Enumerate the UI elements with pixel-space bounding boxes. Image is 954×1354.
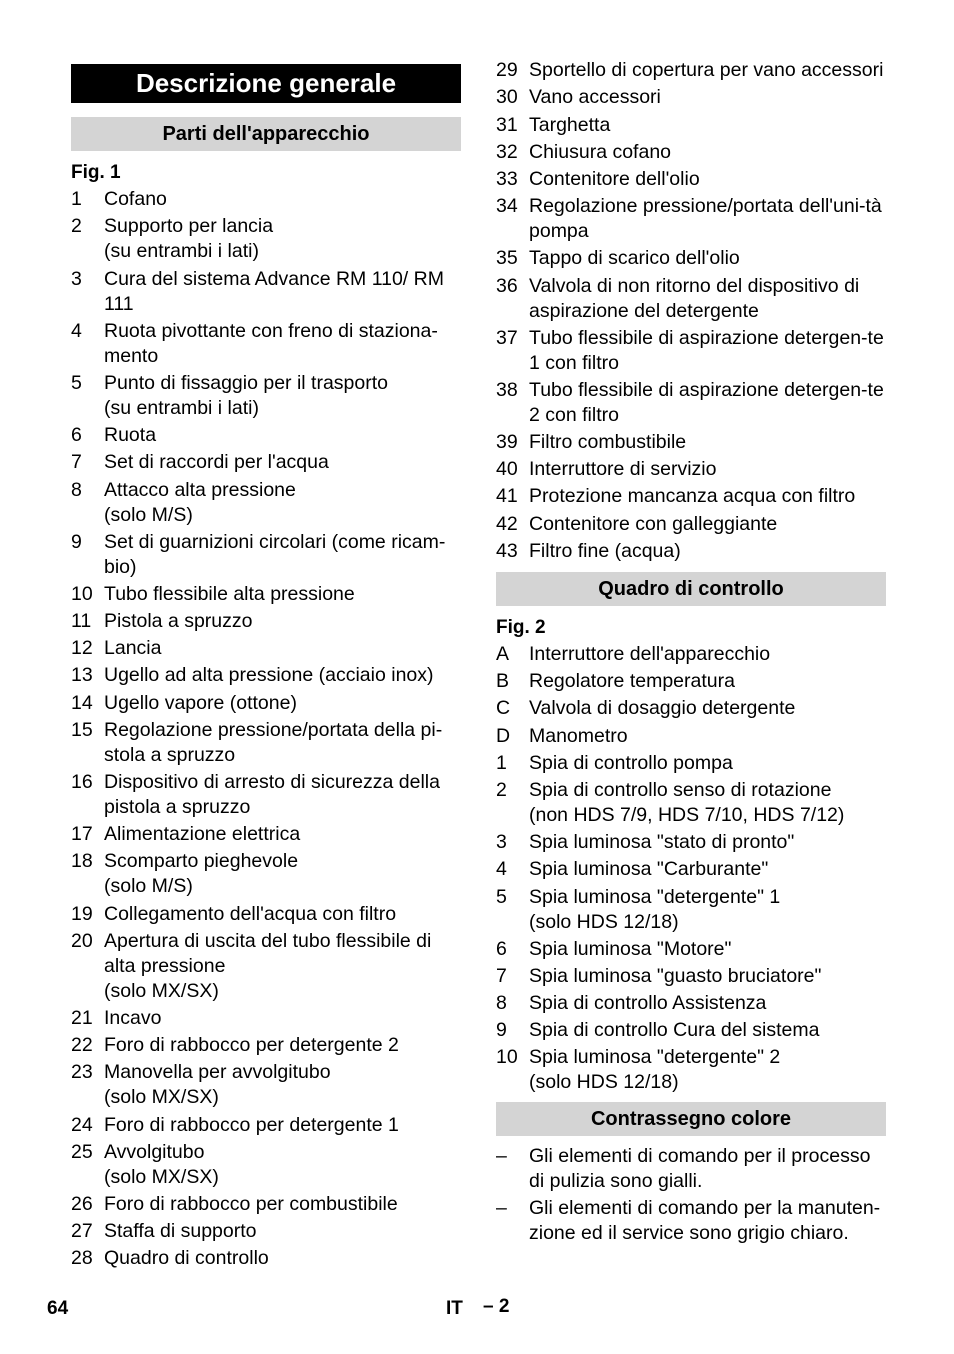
bullet-text: Gli elementi di comando per il processo di pulizia sono gialli. (529, 1145, 871, 1193)
item-number: 40 (496, 458, 518, 481)
item-number: 19 (71, 902, 93, 925)
parts-section-heading: Parti dell'apparecchio (71, 117, 461, 151)
list-item (71, 663, 461, 688)
item-number: 36 (496, 274, 518, 297)
list-item (496, 194, 886, 244)
parts-list-right (496, 58, 886, 564)
item-text: Interruttore dell'apparecchio (529, 643, 771, 665)
item-text-block (529, 669, 886, 694)
item-text: Ruota (104, 424, 157, 447)
item-text-block (529, 696, 886, 721)
list-item (71, 609, 461, 634)
item-text-block (529, 194, 886, 244)
item-text-block (529, 1018, 886, 1043)
list-item (71, 1219, 461, 1244)
item-number: 12 (71, 637, 93, 660)
list-item (496, 1018, 886, 1043)
list-item (496, 167, 886, 192)
list-item (71, 1006, 461, 1031)
item-text-block (529, 857, 886, 882)
list-item (496, 937, 886, 962)
item-number: 9 (71, 530, 82, 553)
item-number: 21 (71, 1006, 93, 1029)
list-item (71, 1192, 461, 1217)
item-text-block (104, 187, 461, 212)
item-text: Tubo flessibile alta pressione (104, 582, 355, 605)
item-text-block (529, 1045, 886, 1095)
item-note: (su entrambi i lati) (104, 240, 259, 263)
item-text: Foro di rabbocco per combustibile (104, 1192, 398, 1215)
item-number: 29 (496, 59, 518, 82)
list-item (496, 58, 886, 83)
item-number: 14 (71, 691, 93, 714)
figure-label: Fig. 1 (71, 162, 121, 183)
item-text: Manovella per avvolgitubo (104, 1061, 331, 1084)
item-text: Set di guarnizioni circolari (come ricam-bio) (104, 530, 446, 578)
item-text-block (529, 140, 886, 165)
list-item (71, 530, 461, 580)
item-text-block (529, 991, 886, 1016)
item-text-block (104, 1140, 461, 1190)
item-number: 27 (71, 1220, 93, 1243)
item-text: Spia di controllo senso di rotazione (529, 778, 832, 801)
color-bullets (496, 1144, 886, 1246)
item-number: D (496, 724, 511, 747)
item-number: 15 (71, 718, 93, 741)
item-text-block (104, 691, 461, 716)
item-number: 2 (71, 215, 82, 238)
list-item (71, 1113, 461, 1138)
list-item (71, 691, 461, 716)
item-text-block (529, 642, 886, 667)
item-text: Foro di rabbocco per detergente 2 (104, 1034, 399, 1057)
item-text-block (104, 371, 461, 421)
item-text-block (104, 450, 461, 475)
item-text-block (104, 530, 461, 580)
item-text: Alimentazione elettrica (104, 823, 301, 846)
item-text-block (529, 113, 886, 138)
item-number: 10 (71, 582, 93, 605)
item-text: Sportello di copertura per vano accessori (529, 59, 884, 82)
bullet-text: Gli elementi di comando per la manuten-zione ed il service sono grigio chiaro. (529, 1197, 881, 1245)
list-item (71, 371, 461, 421)
control-list (496, 642, 886, 1095)
item-note: (su entrambi i lati) (104, 396, 259, 419)
item-text: Collegamento dell'acqua con filtro (104, 902, 397, 925)
item-number: 43 (496, 539, 518, 562)
item-text-block (104, 478, 461, 528)
item-text: Filtro combustibile (529, 431, 687, 454)
list-item (496, 85, 886, 110)
item-text: Lancia (104, 637, 162, 660)
item-text: Spia di controllo Cura del sistema (529, 1019, 820, 1042)
list-item (71, 849, 461, 899)
item-number: 38 (496, 378, 518, 401)
list-item (71, 636, 461, 661)
item-text-block (529, 512, 886, 537)
item-text: Contenitore dell'olio (529, 167, 700, 190)
list-item (496, 751, 886, 776)
list-item (71, 718, 461, 768)
item-text-block (529, 964, 886, 989)
item-number: C (496, 697, 511, 720)
list-item (496, 696, 886, 721)
item-number: 28 (71, 1247, 93, 1270)
item-number: 41 (496, 485, 518, 508)
item-text: Ruota pivottante con freno di staziona-mento (104, 319, 438, 367)
list-item (496, 140, 886, 165)
item-number: 24 (71, 1113, 93, 1136)
item-text-block (529, 430, 886, 455)
item-number: 1 (71, 188, 82, 211)
item-number: 7 (71, 451, 82, 474)
item-text: Ugello ad alta pressione (acciaio inox) (104, 664, 434, 687)
list-item (496, 539, 886, 564)
item-number: 6 (496, 937, 507, 960)
item-text: Cura del sistema Advance RM 110/ RM 111 (104, 267, 444, 315)
list-item (71, 582, 461, 607)
item-number: 33 (496, 167, 518, 190)
item-note: (solo MX/SX) (104, 1086, 219, 1109)
item-text: Spia luminosa "detergente" 1 (529, 885, 781, 908)
item-number: 25 (71, 1140, 93, 1163)
item-number: 16 (71, 771, 93, 793)
list-item (496, 669, 886, 694)
item-text-block (104, 1246, 461, 1271)
item-text-block (104, 267, 461, 317)
item-number: 8 (496, 992, 507, 1015)
item-text: Incavo (104, 1006, 162, 1029)
item-text: Apertura di uscita del tubo flessibile di alta pressione (104, 929, 432, 977)
bullet-dash: – (496, 1197, 507, 1220)
item-text-block (529, 274, 886, 324)
item-number: 37 (496, 326, 518, 349)
item-text: Dispositivo di arresto di sicurezza della pistola a spruzzo (104, 771, 440, 818)
list-item (71, 1060, 461, 1110)
item-text-block (104, 423, 461, 448)
item-text-block (529, 167, 886, 192)
list-item (496, 857, 886, 882)
item-text: Protezione mancanza acqua con filtro (529, 485, 856, 508)
list-item (496, 326, 886, 376)
item-text-block (104, 636, 461, 661)
item-number: 10 (496, 1046, 518, 1069)
list-item (71, 1033, 461, 1058)
list-item (71, 187, 461, 212)
item-note: (solo MX/SX) (104, 979, 219, 1002)
item-number: 7 (496, 964, 507, 987)
item-text-block (529, 724, 886, 749)
list-item (496, 724, 886, 749)
item-text-block (529, 830, 886, 855)
item-text-block (104, 1192, 461, 1217)
list-item (71, 478, 461, 528)
item-text: Spia luminosa "Motore" (529, 937, 732, 960)
list-item (496, 457, 886, 482)
item-text-block (104, 822, 461, 847)
item-text-block (104, 718, 461, 768)
item-number: 34 (496, 195, 518, 218)
bullet-dash: – (496, 1145, 507, 1168)
list-item (496, 512, 886, 537)
item-text: Regolatore temperatura (529, 670, 735, 693)
item-text-block (104, 849, 461, 899)
list-item (496, 885, 886, 935)
item-text: Cofano (104, 188, 167, 211)
item-text-block (104, 902, 461, 927)
item-text: Regolazione pressione/portata dell'uni-tà pompa (529, 195, 882, 243)
item-text-block (104, 1219, 461, 1244)
item-text: Spia luminosa "Carburante" (529, 858, 769, 881)
item-number: 4 (71, 319, 82, 342)
item-text-block (104, 319, 461, 369)
list-item (71, 450, 461, 475)
item-number: 30 (496, 86, 518, 109)
item-text-block (104, 214, 461, 264)
item-text: Interruttore di servizio (529, 458, 717, 481)
item-note: (solo M/S) (104, 503, 193, 526)
item-text: Spia luminosa "guasto bruciatore" (529, 964, 822, 987)
page-number: 64 (47, 1298, 69, 1319)
list-item (71, 929, 461, 1004)
item-text-block (529, 751, 886, 776)
item-text: Pistola a spruzzo (104, 610, 253, 633)
item-note: (non HDS 7/9, HDS 7/10, HDS 7/12) (529, 803, 845, 826)
item-text-block (104, 663, 461, 688)
list-item (496, 430, 886, 455)
list-item (71, 1246, 461, 1271)
item-number: 2 (496, 778, 507, 801)
section-number: – 2 (483, 1296, 510, 1317)
bullet-item (496, 1144, 886, 1194)
item-text: Supporto per lancia (104, 215, 274, 238)
item-text: Manometro (529, 724, 628, 747)
item-text-block (529, 539, 886, 564)
list-item (71, 214, 461, 264)
item-text-block (529, 58, 886, 83)
item-number: B (496, 670, 510, 693)
item-number: 35 (496, 247, 518, 270)
item-text-block (104, 1060, 461, 1110)
list-item (71, 902, 461, 927)
item-text-block (104, 929, 461, 1004)
item-number: 39 (496, 431, 518, 454)
list-item (71, 267, 461, 317)
item-text: Valvola di non ritorno del dispositivo di aspirazione del detergente (529, 274, 860, 322)
item-number: 9 (496, 1019, 507, 1042)
item-text-block (529, 85, 886, 110)
item-number: A (496, 643, 510, 665)
item-text-block (529, 937, 886, 962)
control-section-heading: Quadro di controllo (496, 572, 886, 606)
item-text: Avvolgitubo (104, 1140, 205, 1163)
list-item (496, 1045, 886, 1095)
item-number: 5 (71, 371, 82, 394)
item-note: (solo HDS 12/18) (529, 1071, 679, 1094)
item-text: Regolazione pressione/portata della pi-stola a spruzzo (104, 718, 443, 766)
color-section-heading: Contrassegno colore (496, 1102, 886, 1136)
item-number: 31 (496, 113, 518, 136)
item-number: 32 (496, 140, 518, 163)
item-number: 13 (71, 664, 93, 687)
item-number: 26 (71, 1192, 93, 1215)
list-item (496, 830, 886, 855)
item-text: Staffa di supporto (104, 1220, 257, 1243)
item-number: 1 (496, 751, 507, 774)
item-text: Tubo flessibile di aspirazione detergen-te 1 con filtro (529, 326, 884, 374)
item-text-block (529, 484, 886, 509)
item-note: (solo HDS 12/18) (529, 910, 679, 933)
item-text-block (529, 326, 886, 376)
list-item (496, 991, 886, 1016)
item-text: Filtro fine (acqua) (529, 539, 681, 562)
item-text-block (529, 778, 886, 828)
item-text: Foro di rabbocco per detergente 1 (104, 1113, 399, 1136)
item-number: 23 (71, 1061, 93, 1084)
list-item (71, 822, 461, 847)
bullet-item (496, 1196, 886, 1246)
item-text-block (529, 885, 886, 935)
list-item (71, 770, 461, 820)
item-number: 42 (496, 512, 518, 535)
item-note: (solo MX/SX) (104, 1165, 219, 1188)
list-item (496, 642, 886, 667)
item-number: 3 (71, 267, 82, 290)
list-item (496, 113, 886, 138)
item-text: Contenitore con galleggiante (529, 512, 778, 535)
item-text-block (529, 246, 886, 271)
list-item (71, 1140, 461, 1190)
item-number: 20 (71, 929, 93, 952)
list-item (496, 274, 886, 324)
item-text-block (529, 457, 886, 482)
item-number: 17 (71, 823, 93, 846)
left-column (71, 56, 461, 1271)
item-text: Spia di controllo Assistenza (529, 992, 767, 1015)
item-number: 3 (496, 831, 507, 854)
item-text: Scomparto pieghevole (104, 850, 299, 873)
item-number: 6 (71, 424, 82, 447)
list-item (71, 423, 461, 448)
item-text: Quadro di controllo (104, 1247, 269, 1270)
item-text: Spia di controllo pompa (529, 751, 733, 774)
language-code: IT (446, 1298, 463, 1319)
item-number: 8 (71, 478, 82, 501)
item-text-block (104, 609, 461, 634)
item-note: (solo M/S) (104, 875, 193, 898)
item-text: Attacco alta pressione (104, 478, 296, 501)
item-number: 11 (71, 610, 92, 633)
right-column (496, 56, 886, 1248)
item-text: Vano accessori (529, 86, 661, 109)
item-text: Chiusura cofano (529, 140, 672, 163)
list-item (496, 778, 886, 828)
item-text: Targhetta (529, 113, 611, 136)
item-number: 5 (496, 885, 507, 908)
item-text: Set di raccordi per l'acqua (104, 451, 329, 474)
item-text: Punto di fissaggio per il trasporto (104, 371, 388, 394)
page-title: Descrizione generale (71, 64, 461, 103)
list-item (496, 484, 886, 509)
item-number: 4 (496, 858, 507, 881)
list-item (496, 964, 886, 989)
item-text: Spia luminosa "stato di pronto" (529, 831, 795, 854)
item-text-block (104, 1033, 461, 1058)
item-text-block (104, 582, 461, 607)
item-text-block (104, 1006, 461, 1031)
list-item (71, 319, 461, 369)
item-text: Spia luminosa "detergente" 2 (529, 1046, 781, 1069)
item-text-block (104, 770, 461, 820)
list-item (496, 378, 886, 428)
list-item (496, 246, 886, 271)
item-number: 18 (71, 850, 93, 873)
item-text: Valvola di dosaggio detergente (529, 697, 796, 720)
item-text-block (104, 1113, 461, 1138)
item-text: Ugello vapore (ottone) (104, 691, 297, 714)
item-number: 22 (71, 1034, 93, 1057)
item-text: Tappo di scarico dell'olio (529, 247, 740, 270)
figure-label: Fig. 2 (496, 616, 546, 638)
parts-list-left (71, 187, 461, 1271)
item-text: Tubo flessibile di aspirazione detergen-te 2 con filtro (529, 378, 884, 426)
item-text-block (529, 378, 886, 428)
